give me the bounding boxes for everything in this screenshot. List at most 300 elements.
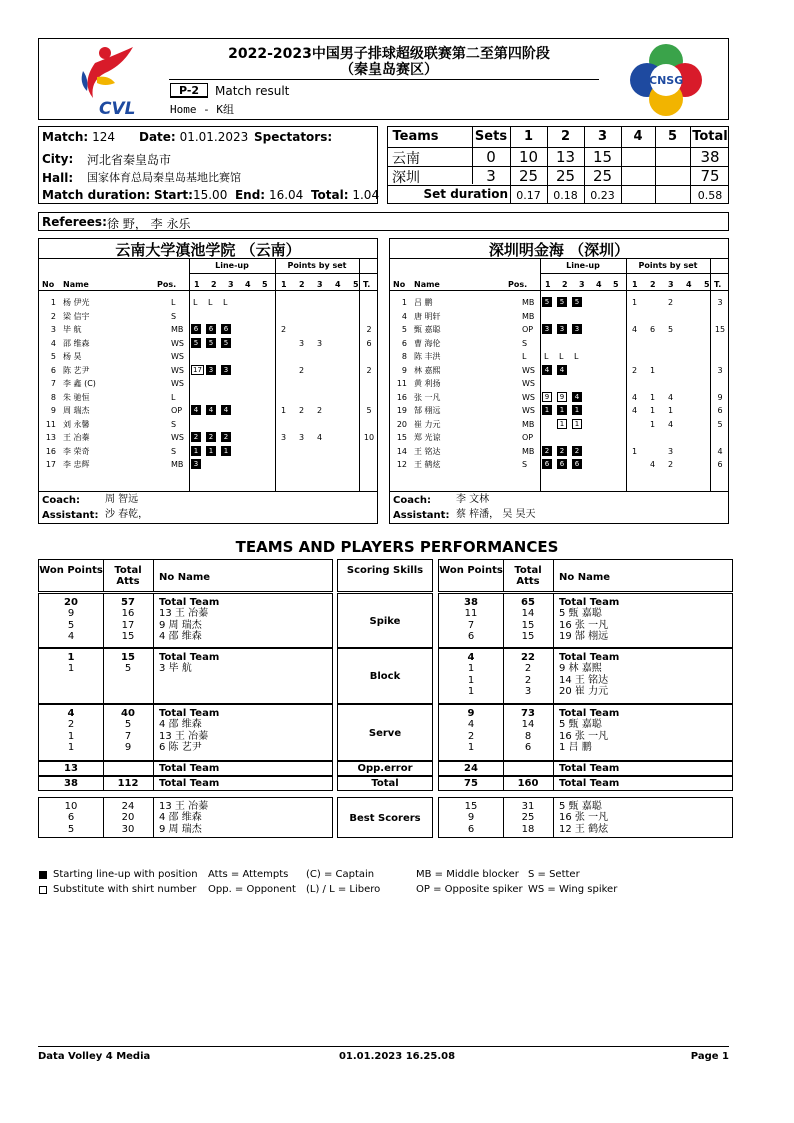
total-atts: 14 [521, 719, 535, 731]
lineup-sub-number: 17 [191, 365, 204, 375]
score-sets-home: 0 [486, 148, 496, 166]
player-points-set: 2 [632, 365, 638, 375]
player-points-total: 3 [717, 365, 723, 375]
col-rule [153, 798, 154, 837]
lineup-start-position: 1 [557, 405, 567, 415]
player-points-total: 6 [717, 406, 723, 415]
col-rule [553, 777, 554, 790]
lineup-start-position: 5 [191, 338, 201, 348]
points-set-header: 3 [668, 280, 674, 289]
set-duration-total: 0.58 [697, 189, 723, 202]
won-points-header: Won Points [39, 565, 103, 576]
won-points: 4 [67, 630, 75, 642]
won-points: 13 [64, 763, 78, 774]
perf-block-home [38, 648, 333, 704]
player-name: 王 铭达 [414, 446, 441, 456]
player-points-total: 15 [714, 325, 726, 334]
player-row [39, 377, 377, 390]
won-points: 1 [467, 663, 475, 675]
player-row [39, 323, 377, 336]
lineup-start-position: 6 [572, 459, 582, 469]
player-points-set: 1 [650, 392, 656, 402]
player-name: 9 周 瑞杰 [159, 823, 202, 835]
player-name: 李 鑫 (C) [63, 379, 96, 388]
lineup-start-position: 3 [542, 324, 552, 334]
player-row [39, 296, 377, 309]
no-name-header: No Name [559, 572, 611, 583]
player-row [39, 431, 377, 444]
player-points-total: 5 [717, 419, 723, 429]
player-number: 5 [50, 352, 56, 361]
player-name: 陈 丰洪 [414, 352, 441, 361]
won-points: 4 [467, 719, 475, 731]
player-row [390, 445, 728, 458]
perf-block-skill [337, 648, 433, 704]
referees-names: 徐 野， 李 永乐 [107, 217, 191, 231]
total-atts: 31 [521, 801, 535, 812]
report-code: P-2 [170, 83, 208, 98]
player-name: 杨 伊光 [63, 298, 90, 307]
skill-label: Best Scorers [349, 812, 421, 824]
skill-label: Block [369, 671, 401, 682]
score-team-home: 云南 [392, 151, 420, 167]
perf-best-scorers-home [38, 797, 333, 838]
header-bottom-rule [390, 290, 728, 291]
player-points-set: 5 [668, 325, 674, 334]
player-position: S [171, 446, 177, 456]
player-position: WS [522, 406, 535, 415]
header-bottom-rule [39, 290, 377, 291]
player-position: MB [171, 325, 184, 334]
col-rule [553, 798, 554, 837]
player-points-total: 3 [717, 298, 723, 307]
total-atts: 2 [524, 663, 532, 675]
points-set-header: 2 [299, 280, 305, 289]
total-atts: 14 [521, 608, 535, 620]
date-label: Date: [139, 130, 176, 144]
cnsg-logo [627, 41, 705, 119]
player-name: 16 张 一凡 [559, 812, 609, 824]
player-row [390, 377, 728, 390]
player-name: 13 王 冶蓁 [159, 608, 209, 620]
legend-starting-lineup: Starting line-up with position [53, 869, 198, 880]
skill-label: Spike [369, 615, 401, 627]
no-name-header: No Name [159, 572, 211, 583]
set-duration-label: Set duration [423, 187, 508, 201]
col-rule [153, 649, 154, 703]
won-points: 6 [467, 823, 475, 835]
legend-mb: MB = Middle blocker [416, 869, 519, 880]
lineup-start-position: 3 [572, 324, 582, 334]
legend-s: S = Setter [528, 869, 580, 880]
end-label: End: [234, 188, 266, 202]
lineup-start-position: 3 [557, 324, 567, 334]
legend-atts: Atts = Attempts [208, 869, 289, 880]
assistant-name: 沙 春乾， [105, 509, 149, 520]
won-points: 1 [67, 663, 75, 675]
player-name: 甄 嘉聪 [414, 325, 441, 334]
lineup-set-header: 1 [545, 280, 551, 289]
player-number: 12 [396, 460, 407, 469]
player-row [390, 323, 728, 336]
player-number: 20 [396, 419, 407, 429]
player-name: 林 嘉熙 [414, 365, 441, 375]
lineup-start-position: 5 [221, 338, 231, 348]
points-set-header: 5 [353, 280, 359, 289]
lineup-set-header: 1 [194, 280, 200, 289]
player-name: Total Team [559, 597, 620, 608]
spectators-label: Spectators: [254, 130, 333, 144]
won-points: 1 [467, 685, 475, 697]
player-number: 3 [50, 325, 56, 334]
duration-label: Match duration: [42, 188, 151, 202]
lineup-libero: L [223, 298, 228, 307]
player-name: Total Team [159, 763, 220, 774]
player-points-set: 1 [650, 365, 656, 375]
player-number: 8 [401, 352, 407, 361]
player-row [390, 296, 728, 309]
lineup-start-position: 4 [557, 365, 567, 375]
lineup-start-position: 2 [206, 432, 216, 442]
match-info-box [38, 126, 378, 204]
player-position: OP [522, 433, 534, 442]
player-number: 14 [396, 446, 407, 456]
points-set-header: 5 [704, 280, 710, 289]
player-number: 16 [45, 446, 56, 456]
player-number: 4 [50, 338, 56, 348]
legend-substitute: Substitute with shirt number [53, 884, 197, 895]
pos-header: Pos. [157, 280, 177, 289]
player-name: 邵 维森 [63, 338, 90, 348]
score-s3-away: 25 [592, 167, 613, 185]
player-number: 7 [50, 379, 56, 388]
perf-header-away [438, 559, 733, 592]
lineup-set-header: 2 [211, 280, 217, 289]
lineup-start-position: 4 [191, 405, 201, 415]
player-row [39, 310, 377, 323]
set-duration-1: 0.17 [516, 189, 541, 202]
lineup-libero: L [559, 352, 564, 361]
player-name: Total Team [559, 708, 620, 719]
points-set-header: 1 [281, 280, 287, 289]
total-atts: 2 [524, 674, 532, 686]
player-points-set: 2 [281, 325, 287, 334]
player-number: 11 [396, 379, 407, 388]
total-atts: 3 [524, 685, 532, 697]
total-atts: 30 [121, 823, 135, 835]
roster-home [38, 238, 378, 524]
skill-label: Total [371, 778, 399, 789]
lineup-start-position: 1 [206, 446, 216, 456]
legend-ws: WS = Wing spiker [528, 884, 618, 895]
team-home-name: 云南大学滇池学院 （云南） [39, 239, 377, 259]
player-points-set: 1 [632, 298, 638, 307]
player-position: MB [171, 460, 184, 469]
player-position: WS [171, 379, 184, 388]
lineup-start-position: 4 [206, 405, 216, 415]
player-name: 16 张 一凡 [559, 730, 609, 742]
col-rule [153, 560, 154, 591]
player-position: WS [522, 379, 535, 388]
score-team-away: 深圳 [392, 170, 420, 186]
player-points-set: 1 [650, 419, 656, 429]
total-label: Total: [310, 188, 349, 202]
points-set-header: 3 [317, 280, 323, 289]
player-name: Total Team [559, 778, 620, 789]
lineup-set-header: 4 [596, 280, 602, 289]
player-points-total: 10 [363, 433, 375, 442]
won-points: 4 [67, 708, 75, 719]
player-points-set: 2 [299, 365, 305, 375]
perf-spike-away [438, 593, 733, 648]
player-position: OP [522, 325, 534, 334]
player-row [390, 350, 728, 363]
legend-captain: (C) = Captain [306, 869, 375, 880]
player-row [390, 364, 728, 377]
total-atts: 15 [121, 630, 135, 642]
total-atts: 112 [117, 778, 139, 789]
col-rule [503, 762, 504, 775]
cvl-logo-text: CVL [99, 99, 136, 119]
col-rule [153, 594, 154, 647]
player-name: 李 荣奇 [63, 446, 90, 456]
perf-opp-error-home [38, 761, 333, 776]
home-label: Home - K组 [170, 103, 234, 116]
perf-opp-error-away [438, 761, 733, 776]
won-points: 4 [467, 652, 475, 663]
lineup-start-position: 5 [572, 297, 582, 307]
total-atts: 25 [521, 812, 535, 824]
player-row [39, 404, 377, 417]
player-number: 6 [50, 365, 56, 375]
col-rule [553, 594, 554, 647]
skill-label: Opp.error [357, 763, 413, 774]
player-points-set: 2 [299, 406, 305, 415]
player-name: 杨 昊 [63, 352, 82, 361]
player-points-set: 1 [650, 406, 656, 415]
roster-bottom-rule [39, 491, 377, 492]
legend-opp: Opp. = Opponent [208, 884, 296, 895]
player-name: 刘 永馨 [63, 419, 90, 429]
player-number: 19 [396, 406, 407, 415]
player-row [39, 418, 377, 431]
won-points: 1 [67, 741, 75, 753]
player-position: WS [171, 433, 184, 442]
player-position: L [522, 352, 527, 361]
won-points: 38 [464, 597, 478, 608]
player-row [39, 391, 377, 404]
perf-best-scorers-away [438, 797, 733, 838]
player-row [39, 364, 377, 377]
player-points-set: 3 [668, 446, 674, 456]
total-atts: 7 [124, 730, 132, 742]
t-header: T. [714, 280, 722, 289]
player-position: MB [522, 298, 535, 307]
lineup-start-position: 3 [206, 365, 216, 375]
points-header: Points by set [287, 261, 347, 270]
player-row [39, 337, 377, 350]
player-number: 1 [401, 298, 407, 307]
score-header-teams: Teams [392, 129, 439, 144]
title-underline [169, 79, 599, 80]
points-header: Points by set [638, 261, 698, 270]
player-points-set: 4 [650, 460, 656, 469]
player-row [39, 458, 377, 471]
points-set-header: 2 [650, 280, 656, 289]
player-number: 13 [45, 433, 56, 442]
total-atts: 5 [124, 719, 132, 731]
player-name: 毕 航 [63, 325, 82, 334]
no-header: No [42, 280, 55, 289]
score-header-total: Total [692, 129, 728, 144]
player-position: WS [522, 365, 535, 375]
player-row [39, 445, 377, 458]
won-points: 75 [464, 778, 478, 789]
lineup-libero: L [208, 298, 213, 307]
lineup-start-position: 5 [206, 338, 216, 348]
player-points-set: 3 [281, 433, 287, 442]
lineup-start-position: 4 [572, 392, 582, 402]
total-atts: 22 [521, 652, 535, 663]
perf-spike-home [38, 593, 333, 648]
player-points-total: 9 [717, 392, 723, 402]
lineup-start-position: 6 [557, 459, 567, 469]
won-points: 38 [64, 778, 78, 789]
total-atts: 15 [121, 652, 135, 663]
won-points: 1 [67, 652, 75, 663]
player-position: MB [522, 311, 535, 321]
match-number: 124 [92, 130, 115, 144]
score-table [387, 126, 729, 204]
score-total-away: 75 [700, 167, 720, 185]
col-rule [553, 705, 554, 760]
total-atts-header: Total Atts [514, 565, 542, 587]
lineup-libero: L [544, 352, 549, 361]
lineup-start-position: 4 [542, 365, 552, 375]
score-total-home: 38 [700, 148, 720, 166]
performance-title: TEAMS AND PLAYERS PERFORMANCES [235, 538, 559, 556]
lineup-start-position: 2 [191, 432, 201, 442]
lineup-set-header: 3 [579, 280, 585, 289]
title-line-2: （秦皇岛赛区） [340, 62, 438, 78]
player-name: 4 邵 维森 [159, 630, 202, 642]
points-set-header: 1 [632, 280, 638, 289]
footer-rule [38, 1046, 729, 1047]
t-header: T. [363, 280, 371, 289]
lineup-start-position: 2 [572, 446, 582, 456]
player-points-set: 4 [632, 392, 638, 402]
lineup-start-position: 3 [221, 365, 231, 375]
total-atts: 5 [124, 663, 132, 675]
player-name: 梁 信宇 [63, 311, 90, 321]
total-duration: 1.04 [352, 188, 380, 202]
player-number: 8 [50, 392, 56, 402]
total-atts: 15 [521, 630, 535, 642]
end-time: 16.04 [268, 188, 304, 202]
player-name: Total Team [159, 597, 220, 608]
player-name: 张 一凡 [414, 392, 441, 402]
player-name: 周 瑞杰 [63, 406, 90, 415]
player-name: Total Team [559, 763, 620, 774]
won-points: 9 [467, 708, 475, 719]
total-atts: 9 [124, 741, 132, 753]
cnsg-logo-text: CNSG [649, 74, 684, 87]
player-name: 9 林 嘉熙 [559, 663, 602, 675]
player-name: 4 邵 维森 [159, 719, 202, 731]
total-atts-header: Total Atts [114, 565, 142, 587]
col-rule [153, 705, 154, 760]
player-row [390, 418, 728, 431]
player-points-total: 6 [366, 338, 372, 348]
coach-name: 李 文林 [456, 494, 490, 505]
lineup-start-position: 6 [542, 459, 552, 469]
assistant-label: Assistant: [393, 510, 450, 521]
total-atts: 15 [521, 619, 535, 631]
player-points-total: 5 [366, 406, 372, 415]
coach-name: 周 智远 [105, 494, 139, 505]
perf-serve-home [38, 704, 333, 761]
lineup-libero: L [574, 352, 579, 361]
skill-label: Serve [368, 727, 402, 739]
legend-empty-square-icon [39, 886, 47, 894]
player-name: 16 张 一凡 [559, 619, 609, 631]
legend [38, 869, 738, 901]
lineup-header: Line-up [566, 261, 600, 270]
player-name: 朱 驰恒 [63, 392, 90, 402]
total-atts: 17 [121, 619, 135, 631]
player-name: 陈 艺尹 [63, 365, 90, 375]
report-subtitle: Match result [215, 84, 290, 98]
player-name: 1 吕 鹏 [559, 741, 592, 753]
perf-header-home [38, 559, 333, 592]
player-name: 6 陈 艺尹 [159, 741, 202, 753]
set-duration-3: 0.23 [590, 189, 615, 202]
player-position: S [522, 338, 528, 348]
won-points: 11 [464, 608, 478, 620]
points-set-header: 4 [335, 280, 341, 289]
no-header: No [393, 280, 406, 289]
lineup-libero: L [193, 298, 198, 307]
total-atts: 40 [121, 708, 135, 719]
player-name: 李 忠辉 [63, 460, 90, 469]
coach-label: Coach: [42, 495, 81, 506]
footer-right: Page 1 [690, 1051, 729, 1062]
set-duration-2: 0.18 [553, 189, 578, 202]
roster-away [389, 238, 729, 524]
col-rule [153, 762, 154, 775]
won-points: 10 [64, 801, 78, 812]
lineup-start-position: 5 [557, 297, 567, 307]
name-header: Name [63, 280, 89, 289]
perf-total-away [438, 776, 733, 791]
header-sub-rule [540, 273, 728, 274]
roster-bottom-rule [390, 491, 728, 492]
lineup-header: Line-up [215, 261, 249, 270]
player-position: L [171, 298, 176, 307]
score-s3-home: 15 [592, 148, 613, 166]
player-name: Total Team [559, 652, 620, 663]
lineup-set-header: 4 [245, 280, 251, 289]
score-header-set4: 4 [633, 129, 643, 144]
start-label: Start: [154, 188, 193, 202]
lineup-start-position: 4 [221, 405, 231, 415]
team-away-name: 深圳明金海 （深圳） [390, 239, 728, 259]
player-position: MB [522, 419, 535, 429]
perf-serve-skill [337, 704, 433, 761]
lineup-start-position: 2 [221, 432, 231, 442]
player-name: 郜 栩远 [414, 406, 441, 415]
perf-spike-skill [337, 593, 433, 648]
